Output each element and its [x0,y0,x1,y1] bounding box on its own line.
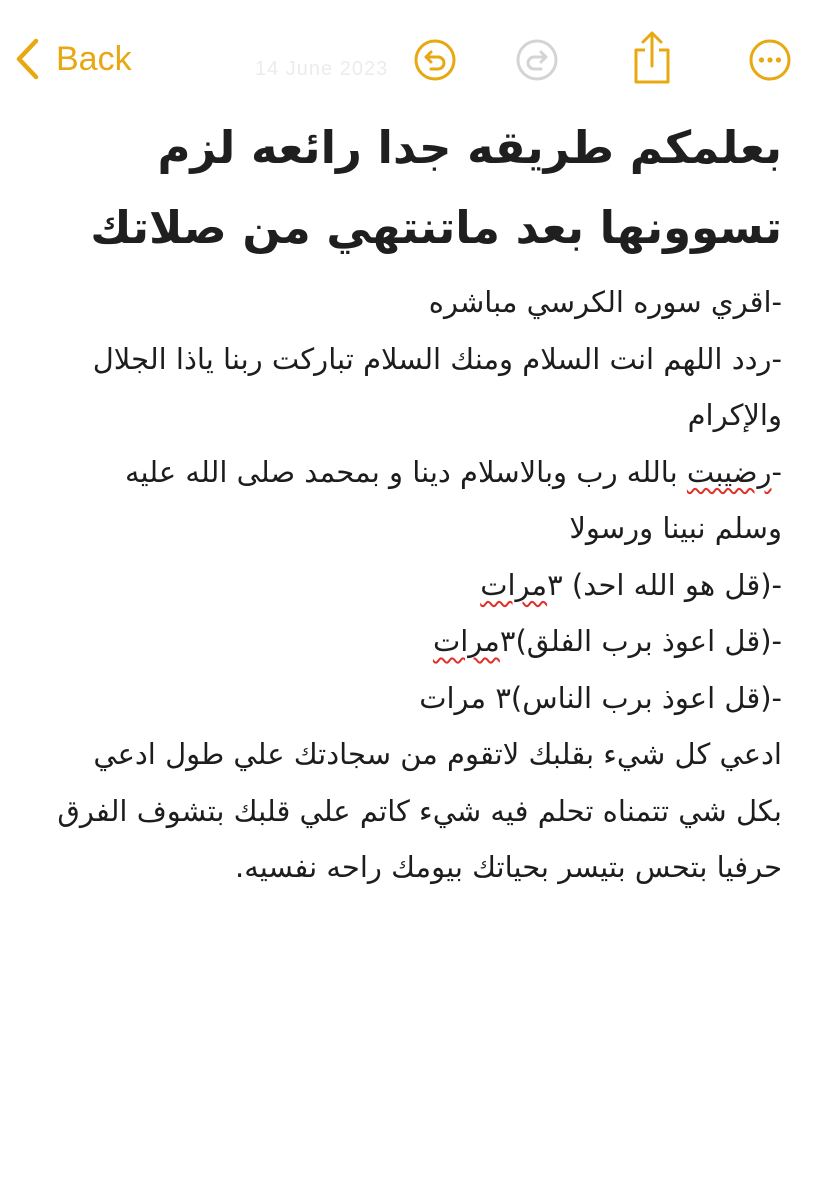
note-line: ادعي كل شيء بقلبك لاتقوم من سجادتك علي طول ادعي بكل شي تتمناه تحلم فيه شيء كاتم علي قلبك بتشوف الفرق حرفيا بتحس بتيسر بحياتك بيومك راحه نفسيه. [57,737,782,884]
redo-button[interactable] [515,38,559,82]
more-icon [748,38,792,82]
undo-button[interactable] [413,38,457,82]
navigation-bar [0,0,834,110]
note-line: -(قل اعوذ برب الفلق)٣مرات [432,624,782,658]
share-icon [630,30,674,86]
note-body [52,274,782,896]
share-button[interactable] [630,30,674,86]
note-line: -اقري سوره الكرسي مباشره [428,285,782,319]
note-line: -ردد اللهم انت السلام ومنك السلام تباركت ربنا ياذا الجلال والإكرام [92,341,782,432]
note-line: -(قل هو الله احد) ٣مرات [480,567,782,602]
misspelled-word[interactable]: مرات [480,567,548,602]
redo-icon [515,38,559,82]
back-label: Back [56,39,132,78]
note-title: بعلمكم طريقه جدا رائعه لزم تسوونها بعد ماتنتهي من صلاتك [90,121,782,254]
more-button[interactable] [748,38,792,82]
note-content[interactable] [52,108,782,896]
misspelled-word[interactable]: رضيبت [686,454,772,489]
back-button[interactable] [14,34,132,84]
misspelled-word[interactable]: مرات [432,624,500,658]
note-date: 14 June 2023 [255,58,389,80]
note-line: -رضيبت بالله رب وبالاسلام دينا و بمحمد صلى الله عليه وسلم نبينا ورسولا [124,454,782,545]
note-line: -(قل اعوذ برب الناس)٣ مرات [419,680,782,715]
undo-icon [413,38,457,82]
chevron-left-icon [14,37,40,81]
